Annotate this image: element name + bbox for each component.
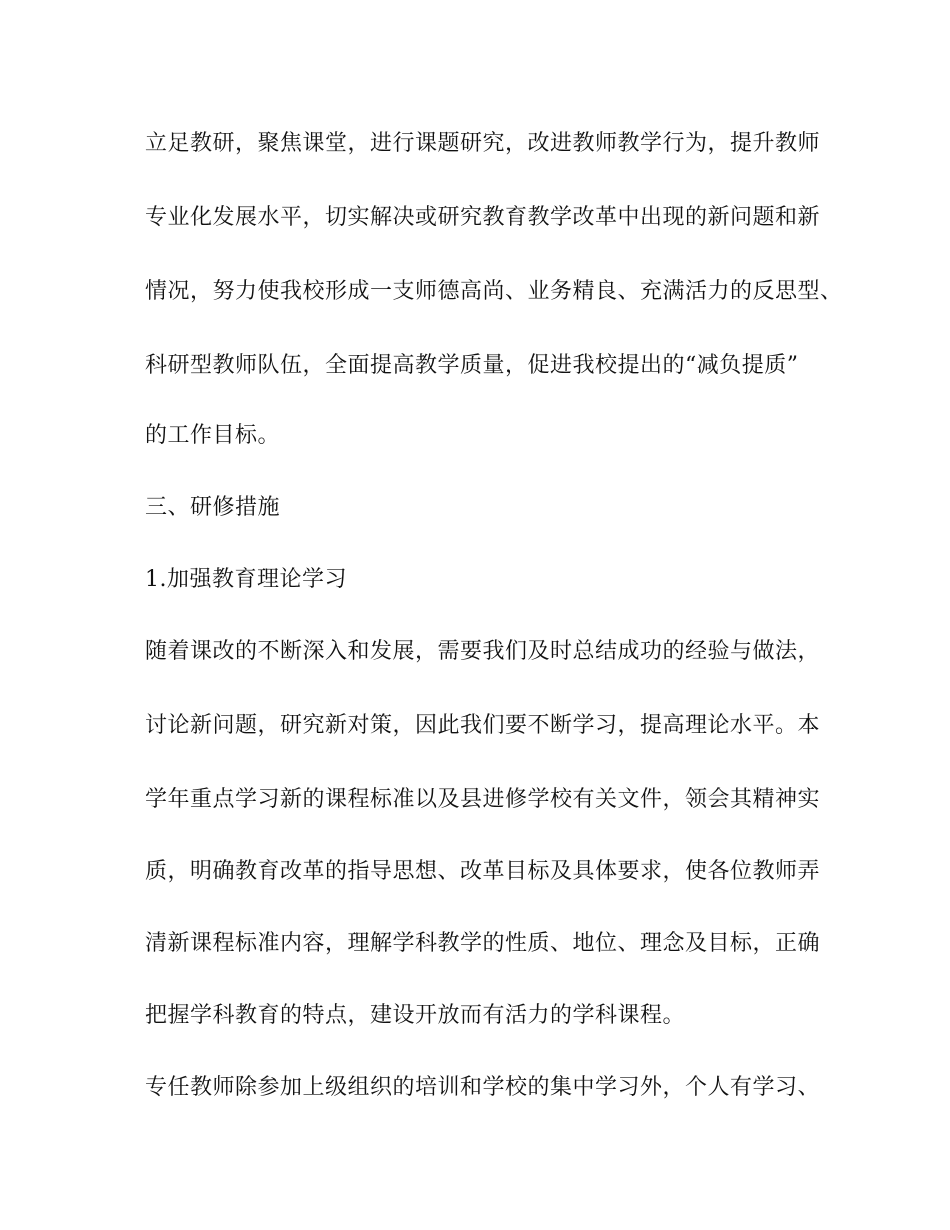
subsection-heading: 1.加强教育理论学习 [145, 567, 347, 592]
paragraph-line: 清新课程标准内容，理解学科教学的性质、地位、理念及目标，正确 [145, 931, 821, 956]
section-heading: 三、研修措施 [145, 495, 281, 520]
paragraph-line: 随着课改的不断深入和发展，需要我们及时总结成功的经验与做法， [145, 639, 821, 664]
paragraph-line: 的工作目标。 [145, 423, 281, 448]
paragraph-line: 专业化发展水平，切实解决或研究教育教学改革中出现的新问题和新 [145, 205, 821, 230]
paragraph-line: 质，明确教育改革的指导思想、改革目标及具体要求，使各位教师弄 [145, 859, 821, 884]
paragraph-line: 讨论新问题，研究新对策，因此我们要不断学习，提高理论水平。本 [145, 713, 821, 738]
paragraph-line: 学年重点学习新的课程标准以及县进修学校有关文件，领会其精神实 [145, 787, 821, 812]
paragraph-line: 科研型教师队伍，全面提高教学质量，促进我校提出的“减负提质” [145, 353, 799, 378]
paragraph-line: 专任教师除参加上级组织的培训和学校的集中学习外，个人有学习、 [145, 1075, 821, 1100]
paragraph-line: 立足教研，聚焦课堂，进行课题研究，改进教师教学行为，提升教师 [145, 131, 821, 156]
paragraph-line: 把握学科教育的特点，建设开放而有活力的学科课程。 [145, 1003, 686, 1028]
paragraph-line: 情况，努力使我校形成一支师德高尚、业务精良、充满活力的反思型、 [145, 279, 843, 304]
